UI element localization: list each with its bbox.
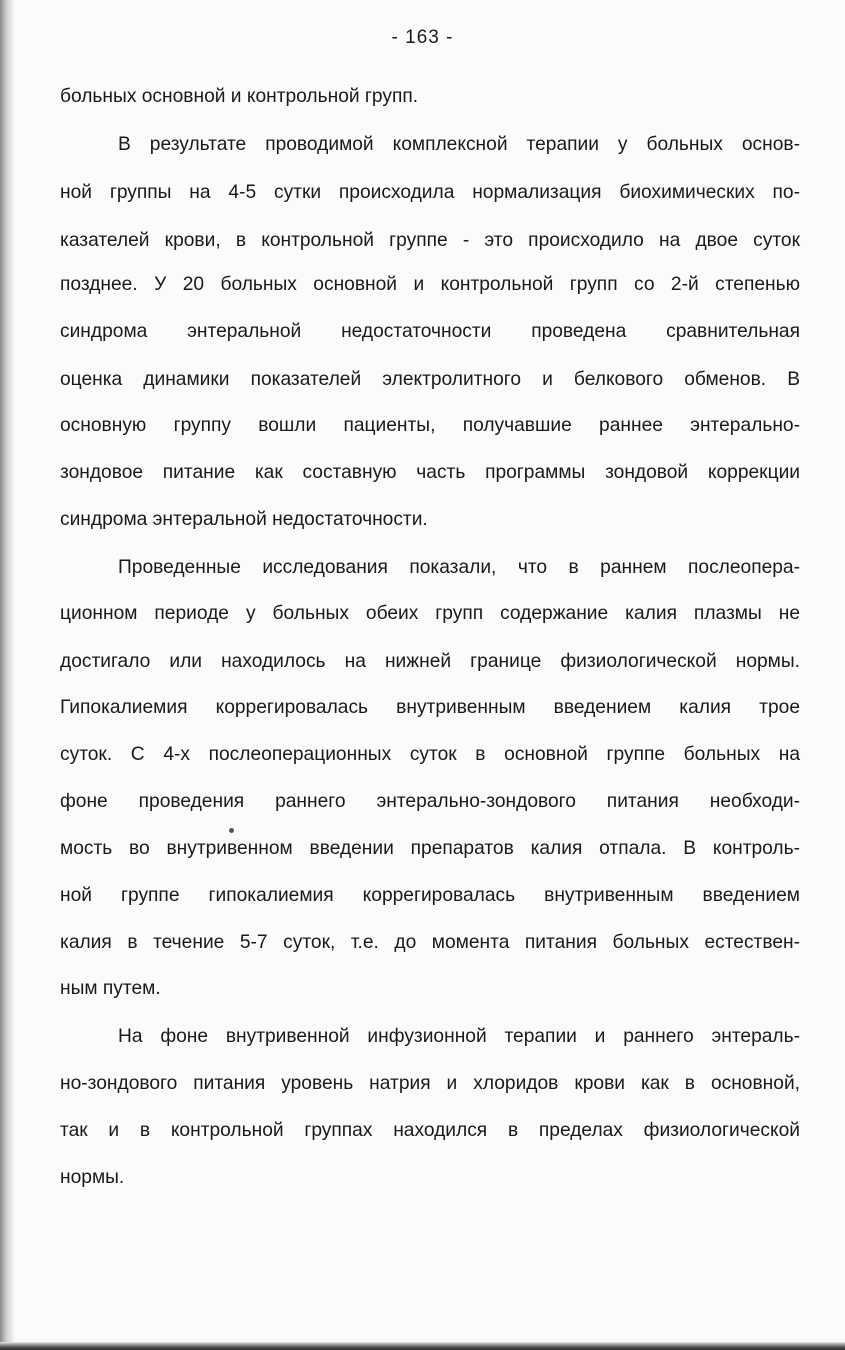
text-line: ным путем. bbox=[60, 978, 161, 999]
page-binding-shadow bbox=[0, 0, 14, 1350]
text-line: позднее. У 20 больных основной и контрольной групп со 2-й степенью bbox=[60, 274, 800, 295]
text-line: синдрома энтеральной недостаточности проведена сравнительная bbox=[60, 321, 800, 342]
paragraph-first-line: В результате проводимой комплексной терапии у больных основ- bbox=[118, 134, 800, 155]
text-line: мость во внутривенном введении препаратов калия отпала. В контроль- bbox=[60, 838, 800, 859]
text-line: достигало или находилось на нижней границе физиологической нормы. bbox=[60, 651, 800, 672]
text-line: фоне проведения раннего энтерально-зондового питания необходи- bbox=[60, 791, 800, 812]
text-line: оценка динамики показателей электролитного и белкового обменов. В bbox=[60, 369, 800, 390]
text-line: но-зондового питания уровень натрия и хлоридов крови как в основной, bbox=[60, 1073, 800, 1094]
text-line: калия в течение 5-7 суток, т.е. до момента питания больных естествен- bbox=[60, 932, 800, 953]
page-number: - 163 - bbox=[391, 27, 454, 48]
text-line: нормы. bbox=[60, 1167, 125, 1188]
paragraph-first-line: Проведенные исследования показали, что в раннем послеопера- bbox=[118, 557, 800, 578]
paragraph-first-line: На фоне внутривенной инфузионной терапии и раннего энтераль- bbox=[118, 1026, 800, 1047]
text-line: так и в контрольной группах находился в пределах физиологической bbox=[60, 1120, 800, 1141]
text-line: синдрома энтеральной недостаточности. bbox=[60, 509, 428, 530]
text-line: больных основной и контрольной групп. bbox=[60, 86, 419, 107]
text-line: ционном периоде у больных обеих групп содержание калия плазмы не bbox=[60, 603, 800, 624]
text-line: зондовое питание как составную часть программы зондовой коррекции bbox=[60, 462, 800, 483]
text-line: Гипокалиемия коррегировалась внутривенным введением калия трое bbox=[60, 697, 800, 718]
scan-speck bbox=[229, 828, 234, 833]
text-line: ной группе гипокалиемия коррегировалась внутривенным введением bbox=[60, 885, 800, 906]
text-line: суток. С 4-х послеоперационных суток в основной группе больных на bbox=[60, 744, 800, 765]
text-line: основную группу вошли пациенты, получавшие раннее энтерально- bbox=[60, 415, 800, 436]
text-line: ной группы на 4-5 сутки происходила нормализация биохимических по- bbox=[60, 182, 800, 203]
page-bottom-edge bbox=[0, 1342, 845, 1350]
text-line: казателей крови, в контрольной группе - это происходило на двое суток bbox=[60, 230, 800, 251]
